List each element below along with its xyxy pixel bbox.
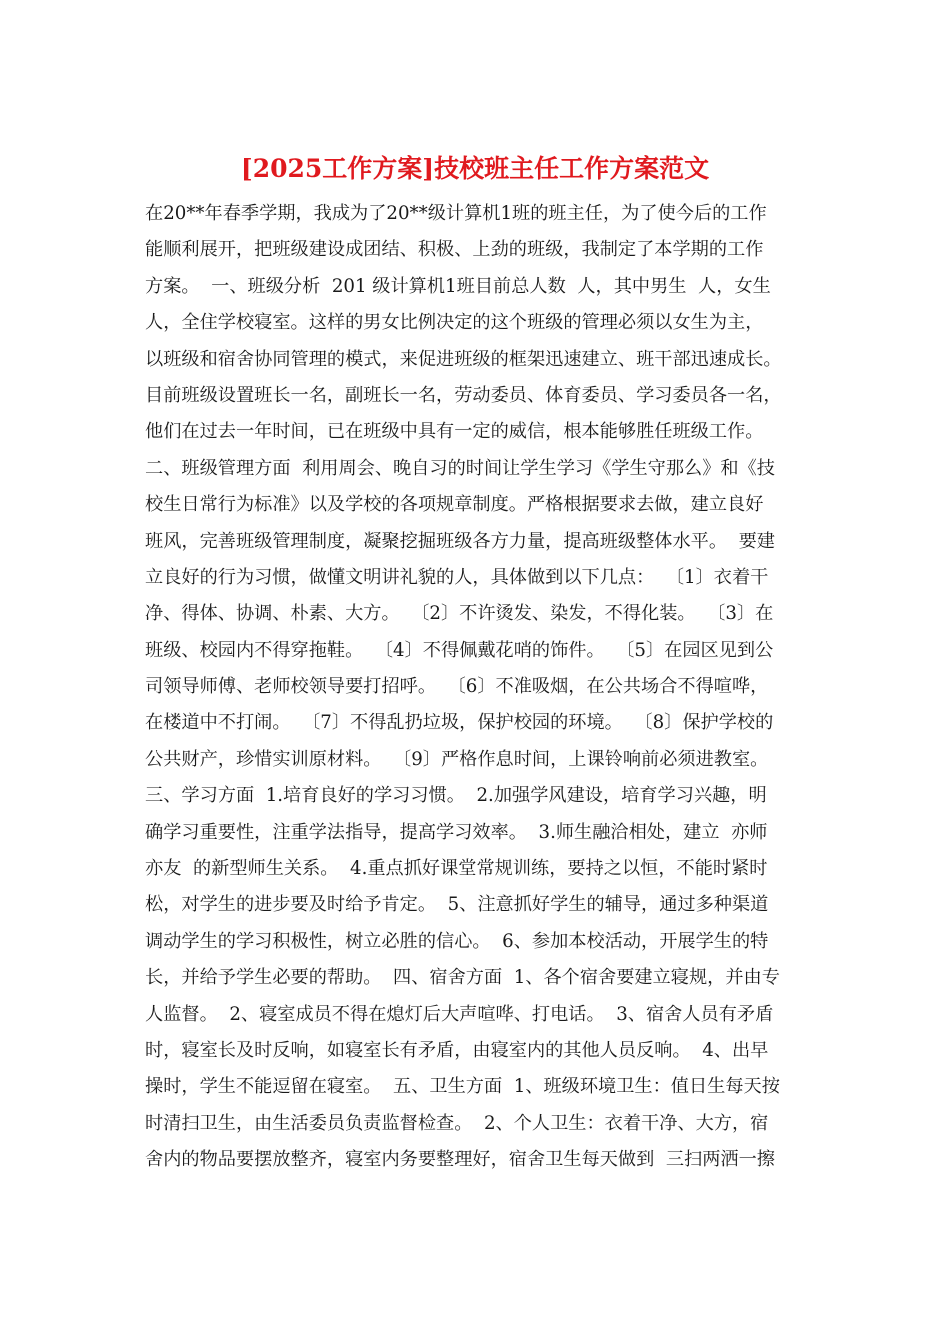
body-line: 班级、校园内不得穿拖鞋。 〔4〕不得佩戴花哨的饰件。 〔5〕在园区见到公 — [145, 639, 774, 661]
body-line: 校生日常行为标准》以及学校的各项规章制度。严格根据要求去做，建立良好 — [145, 494, 764, 516]
body-line: 三、学习方面 1.培育良好的学习习惯。 2.加强学风建设，培育学习兴趣，明 — [145, 785, 767, 807]
body-line: 能顺利展开，把班级建设成团结、积极、上劲的班级，我制定了本学期的工作 — [145, 239, 764, 261]
body-line: 班风，完善班级管理制度，凝聚挖掘班级各方力量，提高班级整体水平。 要建 — [145, 530, 775, 552]
document-body — [145, 196, 810, 1179]
body-line: 长，并给予学生必要的帮助。 四、宿舍方面 1、各个宿舍要建立寝规，并由专 — [145, 967, 780, 989]
body-line: 净、得体、协调、朴素、大方。 〔2〕不许烫发、染发，不得化装。 〔3〕在 — [145, 603, 774, 625]
body-line: 确学习重要性，注重学法指导，提高学习效率。 3.师生融洽相处，建立 亦师 — [145, 821, 768, 843]
body-line: 方案。 一、班级分析 201 级计算机1班目前总人数 人，其中男生 人，女生 — [145, 275, 771, 297]
body-line: 时，寝室长及时反响，如寝室长有矛盾，由寝室内的其他人员反响。 4、出早 — [145, 1039, 769, 1061]
body-line: 舍内的物品要摆放整齐，寝室内务要整理好，宿舍卫生每天做到 三扫两洒一擦 — [145, 1149, 775, 1171]
body-line: 公共财产，珍惜实训原材料。 〔9〕严格作息时间，上课铃响前必须进教室。 — [145, 748, 769, 770]
body-line: 松，对学生的进步要及时给予肯定。 5、注意抓好学生的辅导，通过多种渠道 — [145, 894, 769, 916]
body-line: 操时，学生不能逗留在寝室。 五、卫生方面 1、班级环境卫生：值日生每天按 — [145, 1076, 780, 1098]
body-line: 时清扫卫生，由生活委员负责监督检查。 2、个人卫生：衣着干净、大方，宿 — [145, 1112, 769, 1134]
body-line: 调动学生的学习积极性，树立必胜的信心。 6、参加本校活动，开展学生的特 — [145, 930, 769, 952]
body-line: 他们在过去一年时间，已在班级中具有一定的威信，根本能够胜任班级工作。 — [145, 421, 764, 443]
body-line: 在20**年春季学期，我成为了20**级计算机1班的班主任，为了使今后的工作 — [145, 203, 767, 224]
body-line: 立良好的行为习惯，做懂文明讲礼貌的人，具体做到以下几点： 〔1〕衣着干 — [145, 566, 769, 588]
body-line: 司领导师傅、老师校领导要打招呼。 〔6〕不准吸烟，在公共场合不得喧哗， — [145, 676, 769, 698]
body-line: 人监督。 2、寝室成员不得在熄灯后大声喧哗、打电话。 3、宿舍人员有矛盾 — [145, 1003, 774, 1025]
body-line: 以班级和宿舍协同管理的模式，来促进班级的框架迅速建立、班干部迅速成长。 — [145, 348, 782, 370]
body-line: 人，全住学校寝室。这样的男女比例决定的这个班级的管理必须以女生为主， — [145, 312, 764, 334]
body-line: 在楼道中不打闹。 〔7〕不得乱扔垃圾，保护校园的环境。 〔8〕保护学校的 — [145, 712, 774, 734]
body-line: 亦友 的新型师生关系。 4.重点抓好课堂常规训练，要持之以恒，不能时紧时 — [145, 858, 768, 880]
body-line: 目前班级设置班长一名，副班长一名，劳动委员、体育委员、学习委员各一名， — [145, 384, 782, 406]
body-line: 二、班级管理方面 利用周会、晚自习的时间让学生学习《学生守那么》和《技 — [145, 457, 775, 479]
document-title: [2025工作方案]技校班主任工作方案范文 — [240, 154, 710, 183]
